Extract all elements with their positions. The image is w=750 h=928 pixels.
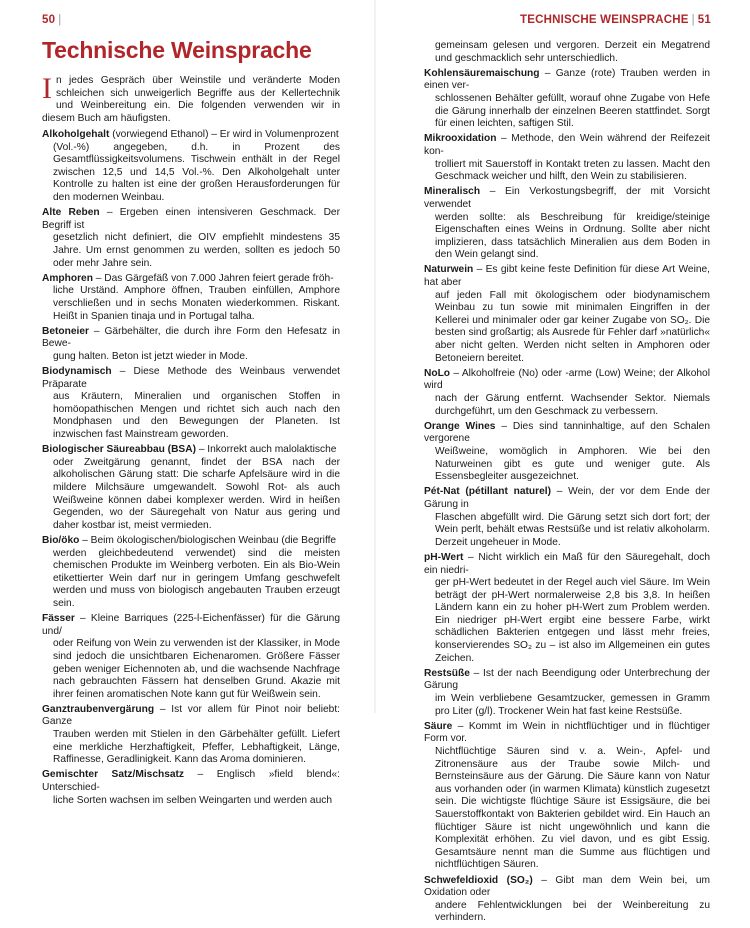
drop-cap: I (42, 72, 52, 105)
glossary-term: Ganztraubenvergärung (42, 703, 155, 715)
glossary-definition: liche Sorten wachsen im selben Weingarten und werden auch (53, 794, 333, 806)
glossary-term: NoLo (424, 367, 451, 379)
glossary-definition: nach der Gärung entfernt. Wachsender Sektor. Niemals durchgeführt, um den Geschmack zu verbessern. (435, 393, 710, 417)
glossary-entry (424, 668, 710, 718)
glossary-lead: – Gibt man dem Wein bei, um Oxidation oder (424, 874, 710, 899)
glossary-term: Alte Reben (42, 207, 100, 219)
glossary-term: Amphoren (42, 272, 93, 284)
glossary-entry (42, 273, 340, 323)
glossary-entry (42, 613, 340, 701)
glossary-entry (424, 133, 710, 183)
glossary-definition: gemeinsam gelesen und vergoren. Derzeit ein Megatrend und geschmacklich sehr unterschiedlich. (435, 40, 710, 64)
intro-text: n jedes Gespräch über Weinstile und veränderte Moden schleichen sich unweigerlich Begriffe aus der Kellertechnik und Weinbereitung ein. Die folgenden verwenden wir in diesem Buch am häufigsten. (42, 75, 340, 124)
glossary-entry (424, 721, 710, 872)
glossary-term: Naturwein (424, 264, 474, 276)
glossary-definition: gesetzlich nicht definiert, die OIV empfiehlt mindestens 35 Jahre. Um ernst genommen zu werden, sollten es jedoch 50 oder mehr Jahre sein. (53, 232, 340, 269)
page-header-left (42, 14, 64, 26)
glossary-lead: – Dies sind tanninhaltige, auf den Schalen vergorene (424, 420, 710, 445)
glossary-lead: – Englisch »field blend«: Unterschied- (42, 769, 340, 794)
glossary-definition: ger pH-Wert bedeutet in der Regel auch viel Säure. Im Wein beträgt der pH-Wert normalerweise 2,8 bis 3,8. In heißen Ländern kann ein zu hoher pH-Wert zum Problem werden. Ein niedriger pH-Wert ergibt eine bessere Farbe, wirkt schädlichen Bakterien entgegen und lässt mehr freies, konservierendes SO₂ zu – ist also im Allgemeinen ein gutes Zeichen. (435, 577, 710, 664)
glossary-term: Mineralisch (424, 186, 481, 198)
page-number: 51 (697, 14, 711, 26)
glossary-lead: – Das Gärgefäß von 7.000 Jahren feiert gerade fröh- (92, 272, 334, 284)
glossary-entry (424, 186, 710, 262)
glossary-definition: trolliert mit Sauerstoff in Kontakt treten zu lassen. Macht den Geschmack weicher und hilft, den Wein zu stabilisieren. (435, 158, 710, 183)
glossary-lead: – Kleine Barriques (225-l-Eichenfässer) für die Gärung und/ (42, 613, 340, 637)
glossary-column-right (424, 40, 710, 928)
running-header: TECHNISCHE WEINSPRACHE (520, 14, 689, 26)
glossary-lead: – Methode, den Wein während der Reifezeit kon- (424, 133, 710, 157)
glossary-entry (424, 486, 710, 549)
glossary-term: Kohlensäuremaischung (424, 67, 540, 79)
glossary-definition: Trauben werden mit Stielen in den Gärbehälter gefüllt. Liefert eine merkliche Herzhaftigkeit, Pfeffer, Lebhaftigkeit, Länge, Raffinesse, Geradlinigkeit. Kann das Aroma dominieren. (53, 729, 340, 766)
glossary-entry (42, 704, 340, 767)
glossary-definition: schlossenen Behälter gefüllt, worauf ohne Zugabe von Hefe die Gärung innerhalb der einzelnen Beeren stattfindet. Sorgt für einen leichten, saftigen Stil. (435, 92, 710, 130)
glossary-definition: oder Reifung von Wein zu verwenden ist der Klassiker, in Mode sind jedoch die unsichtbaren Eichenaromen. Größere Fässer geben weniger Eichennoten ab, und die wachsende Nachfrage nach gebrauchten Fässern hat denselben Grund. Akazie mit ihrer feinen aromatischen Note kann gut für Weißwein sein. (53, 638, 340, 700)
glossary-definition: andere Fehlentwicklungen bei der Weinbereitung zu verhindern. (435, 899, 710, 924)
glossary-entry (424, 875, 710, 925)
page-title: Technische Weinsprache (42, 37, 312, 63)
glossary-term: Restsüße (424, 667, 470, 679)
glossary-term: Orange Wines (424, 420, 496, 432)
glossary-definition: liche Urständ. Amphore öffnen, Trauben einfüllen, Amphore verschließen und in sechs Monaten wiederkommen. Riskant. Heißt in Spanien tinaja und in Portugal talha. (53, 285, 340, 322)
glossary-entry (424, 368, 710, 418)
glossary-lead: – Es gibt keine feste Definition für diese Art Weine, hat aber (424, 264, 710, 289)
glossary-term: Biodynamisch (42, 366, 112, 378)
glossary-definition: auf jeden Fall mit ökologischem oder biodynamischem Weinbau zu tun sowie mit minimalen Eingriffen in der Kellerei und minimaler oder gar keiner Zugabe von SO₂. Die besten sind großartig; als Ausrede für Fehler darf »natürlich« aber nicht gelten. Werden nicht selten in Amphoren oder Betoneiern bereitet. (435, 289, 710, 364)
glossary-lead: – Ist der nach Beendigung oder Unterbrechung der Gärung (424, 667, 710, 692)
glossary-lead: – Gärbehälter, die durch ihre Form den Hefesatz in Bewe- (42, 325, 340, 350)
glossary-lead: – Wein, der vor dem Ende der Gärung in (424, 486, 710, 510)
intro-paragraph (42, 72, 340, 125)
glossary-column-left (42, 129, 340, 810)
glossary-entry (42, 444, 340, 532)
glossary-entry (424, 264, 710, 365)
page-header-right (520, 14, 711, 26)
glossary-entry (424, 68, 710, 131)
glossary-definition: oder Zweitgärung genannt, findet der BSA nach der alkoholischen Gärung statt: Die scharfe Apfelsäure wird in die mildere Milchsäure umgewandelt. Sowohl Rot- als auch Weißweine können dabei komplexer werden. Wird in heißen Gegenden, wo der Säuregehalt von Natur aus gering und daher kostbar ist, meist vermieden. (53, 456, 340, 531)
glossary-term: pH-Wert (424, 551, 464, 563)
page-number: 50 (42, 14, 56, 26)
glossary-lead: – Ist vor allem für Pinot noir beliebt: Ganze (42, 703, 340, 728)
glossary-term: Fässer (42, 613, 75, 625)
glossary-definition: im Wein verbliebene Gesamtzucker, gemessen in Gramm pro Liter (g/l). Trockener Wein hat fast keine Restsüße. (435, 693, 710, 717)
glossary-definition: Weißweine, womöglich in Amphoren. Wie bei den Naturweinen gibt es gute und weniger gute. Als Essensbegleiter ausgezeichnet. (435, 445, 710, 483)
glossary-lead: – Beim ökologischen/biologischen Weinbau (die Begriffe (79, 534, 337, 546)
glossary-definition: Nichtflüchtige Säuren sind v. a. Wein-, Apfel- und Zitronensäure aus der Traube sowie Milch- und Bernsteinsäure aus der Gärung. Die Säure kann von Natur aus vorhanden oder (in warmen Klimata) künstlich zugesetzt sein. Die wichtigste flüchtige Säure ist Essigsäure, die bei Sauerstoffkontakt von Bakterien gebildet wird. Ein Hauch an flüchtiger Säure ist nicht ungewöhnlich und kann die Komplexität erhöhen. Zu viel davon, und es gibt Essig. Gesamtsäure nennt man die Summe aus flüchtigen und nichtflüchtigen Säuren. (435, 746, 710, 871)
glossary-lead: – Alkoholfreie (No) oder -arme (Low) Weine; der Alkohol wird (424, 367, 710, 392)
glossary-term: Betoneier (42, 325, 89, 337)
glossary-entry (42, 535, 340, 611)
glossary-definition: werden gleichbedeutend verwendet) sind die meisten chemischen Produkte im Weinberg verboten. Ein als Bio-Wein etikettierter Wein darf nur in geringem Umfang geschwefelt werden und muss von biologisch angebauten Trauben erzeugt sein. (53, 547, 340, 609)
glossary-term: Schwefeldioxid (SO₂) (424, 874, 533, 886)
glossary-definition: werden sollte: als Beschreibung für kreidige/steinige Eigenschaften eines Weins in Ordnung. Sollte aber nicht implizieren, dass tatsächlich Mineralien aus dem Boden in den Wein gelangt sind. (435, 211, 710, 261)
glossary-entry (424, 552, 710, 665)
folio-separator: | (691, 14, 695, 26)
glossary-carryover (424, 40, 710, 65)
glossary-entry (42, 326, 340, 364)
glossary-lead: – Nicht wirklich ein Maß für den Säuregehalt, doch ein niedri- (424, 551, 710, 576)
glossary-term: Bio/öko (42, 534, 80, 546)
glossary-lead: – Ganze (rote) Trauben werden in einen ver- (424, 67, 710, 92)
glossary-term: Gemischter Satz/Mischsatz (42, 769, 185, 781)
glossary-lead: (vorwiegend Ethanol) – Er wird in Volumenprozent (109, 129, 339, 140)
glossary-lead: – Diese Methode des Weinbaus verwendet Präparate (42, 366, 340, 390)
folio-separator: | (58, 14, 62, 26)
glossary-entry (42, 366, 340, 442)
glossary-definition: (Vol.-%) angegeben, d.h. in Prozent des Gesamtflüssigkeitsvolumens. Tischwein enthält in der Regel zwischen 12,5 und 14,5 Vol.-%. Den Alkoholgehalt unter Kontrolle zu halten ist eine der großen Herausforderungen für den modernen Weinbau. (53, 141, 340, 203)
glossary-entry (42, 207, 340, 270)
glossary-lead: – Ergeben einen intensiveren Geschmack. Der Begriff ist (42, 207, 340, 231)
glossary-term: Mikrooxidation (424, 133, 497, 145)
right-page (375, 0, 750, 924)
glossary-definition: aus Kräutern, Mineralien und organischen Stoffen in homöopathischen Mengen und richtet sich auch nach den Mondphasen und den Bewegungen der Planeten. Ist inzwischen fast Mainstream geworden. (53, 391, 340, 441)
glossary-term: Biologischer Säureabbau (BSA) (42, 444, 196, 456)
glossary-term: Säure (424, 720, 453, 732)
glossary-lead: – Kommt im Wein in nichtflüchtiger und in flüchtiger Form vor. (424, 720, 710, 745)
glossary-entry (424, 421, 710, 484)
glossary-term: Alkoholgehalt (42, 129, 110, 140)
glossary-term: Pét-Nat (pétillant naturel) (424, 486, 551, 498)
glossary-definition: gung halten. Beton ist jetzt wieder in Mode. (53, 350, 248, 362)
left-page (0, 0, 375, 806)
glossary-lead: – Ein Verkostungsbegriff, der mit Vorsicht verwendet (424, 186, 710, 210)
glossary-lead: – Inkorrekt auch malolaktische (195, 444, 337, 456)
glossary-entry (42, 129, 340, 205)
glossary-entry (42, 769, 340, 807)
glossary-definition: Flaschen abgefüllt wird. Die Gärung setzt sich dort fort; der Wein perlt, behält etwas Restsüße und ist relativ alkoholarm. Derzeit ungeheuer in Mode. (435, 511, 710, 548)
